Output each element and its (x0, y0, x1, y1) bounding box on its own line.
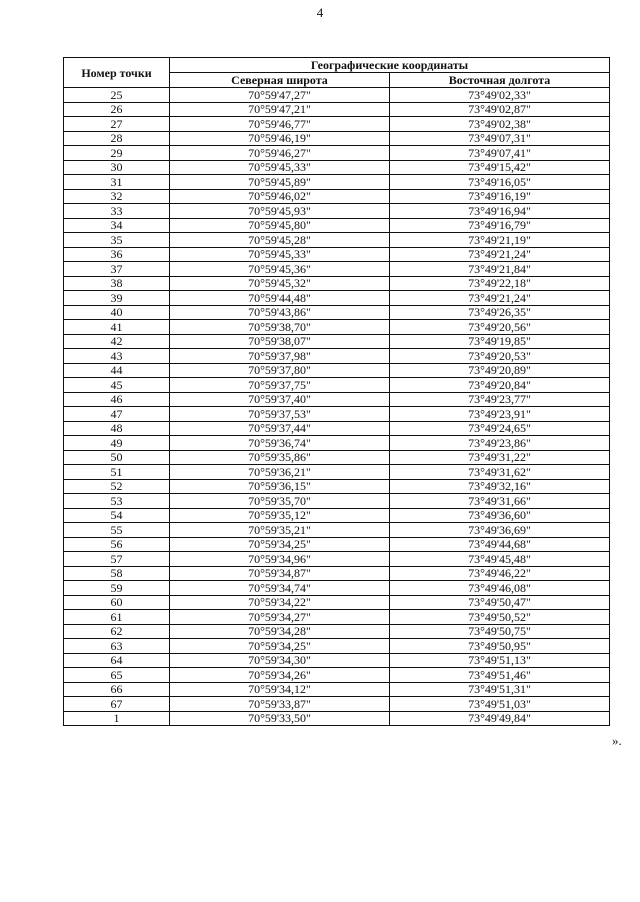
cell-point-number: 59 (64, 581, 170, 596)
cell-east-longitude: 73°49'46,22" (390, 566, 610, 581)
cell-east-longitude: 73°49'15,42" (390, 160, 610, 175)
table-row (64, 392, 610, 407)
cell-north-latitude: 70°59'46,77" (170, 117, 390, 132)
closing-quote-mark: ». (612, 733, 622, 748)
cell-north-latitude: 70°59'36,74" (170, 436, 390, 451)
cell-point-number: 42 (64, 334, 170, 349)
cell-north-latitude: 70°59'38,70" (170, 320, 390, 335)
cell-north-latitude: 70°59'37,44" (170, 421, 390, 436)
header-north-latitude: Северная широта (170, 73, 390, 88)
cell-point-number: 28 (64, 131, 170, 146)
table-row (64, 668, 610, 683)
cell-east-longitude: 73°49'31,22" (390, 450, 610, 465)
table-row (64, 378, 610, 393)
cell-east-longitude: 73°49'19,85" (390, 334, 610, 349)
table-row (64, 566, 610, 581)
cell-east-longitude: 73°49'21,24" (390, 247, 610, 262)
cell-point-number: 32 (64, 189, 170, 204)
cell-point-number: 56 (64, 537, 170, 552)
cell-north-latitude: 70°59'34,96" (170, 552, 390, 567)
cell-east-longitude: 73°49'51,03" (390, 697, 610, 712)
cell-north-latitude: 70°59'34,30" (170, 653, 390, 668)
cell-north-latitude: 70°59'36,21" (170, 465, 390, 480)
table-row (64, 131, 610, 146)
cell-north-latitude: 70°59'46,19" (170, 131, 390, 146)
cell-north-latitude: 70°59'37,80" (170, 363, 390, 378)
cell-point-number: 30 (64, 160, 170, 175)
table-row (64, 508, 610, 523)
cell-east-longitude: 73°49'32,16" (390, 479, 610, 494)
cell-east-longitude: 73°49'16,79" (390, 218, 610, 233)
cell-point-number: 58 (64, 566, 170, 581)
cell-east-longitude: 73°49'16,19" (390, 189, 610, 204)
cell-north-latitude: 70°59'46,02" (170, 189, 390, 204)
table-row (64, 436, 610, 451)
cell-north-latitude: 70°59'37,98" (170, 349, 390, 364)
table-row (64, 117, 610, 132)
cell-point-number: 46 (64, 392, 170, 407)
cell-point-number: 40 (64, 305, 170, 320)
table-row (64, 421, 610, 436)
header-point-number: Номер точки (64, 58, 170, 88)
header-geo-coords: Географические координаты (170, 58, 610, 73)
cell-point-number: 37 (64, 262, 170, 277)
cell-east-longitude: 73°49'07,41" (390, 146, 610, 161)
cell-point-number: 29 (64, 146, 170, 161)
cell-east-longitude: 73°49'23,77" (390, 392, 610, 407)
cell-east-longitude: 73°49'02,87" (390, 102, 610, 117)
cell-north-latitude: 70°59'34,25" (170, 537, 390, 552)
cell-point-number: 41 (64, 320, 170, 335)
cell-point-number: 51 (64, 465, 170, 480)
table-row (64, 624, 610, 639)
table-row (64, 247, 610, 262)
cell-north-latitude: 70°59'34,12" (170, 682, 390, 697)
cell-east-longitude: 73°49'21,19" (390, 233, 610, 248)
cell-north-latitude: 70°59'47,21" (170, 102, 390, 117)
table-row (64, 465, 610, 480)
cell-north-latitude: 70°59'37,53" (170, 407, 390, 422)
cell-point-number: 64 (64, 653, 170, 668)
cell-north-latitude: 70°59'47,27" (170, 88, 390, 103)
table-body (64, 88, 610, 726)
cell-east-longitude: 73°49'49,84" (390, 711, 610, 726)
cell-east-longitude: 73°49'20,89" (390, 363, 610, 378)
table-row (64, 218, 610, 233)
cell-north-latitude: 70°59'37,75" (170, 378, 390, 393)
cell-north-latitude: 70°59'36,15" (170, 479, 390, 494)
cell-point-number: 34 (64, 218, 170, 233)
cell-point-number: 47 (64, 407, 170, 422)
cell-north-latitude: 70°59'35,12" (170, 508, 390, 523)
table-row (64, 523, 610, 538)
cell-point-number: 1 (64, 711, 170, 726)
table-row (64, 711, 610, 726)
cell-east-longitude: 73°49'20,53" (390, 349, 610, 364)
cell-point-number: 55 (64, 523, 170, 538)
table-row (64, 610, 610, 625)
cell-point-number: 50 (64, 450, 170, 465)
table-row (64, 349, 610, 364)
table-row (64, 334, 610, 349)
table-row (64, 88, 610, 103)
cell-point-number: 33 (64, 204, 170, 219)
page-number: 4 (316, 5, 324, 20)
cell-east-longitude: 73°49'23,91" (390, 407, 610, 422)
cell-east-longitude: 73°49'50,75" (390, 624, 610, 639)
table-row (64, 291, 610, 306)
table-row (64, 160, 610, 175)
cell-east-longitude: 73°49'51,13" (390, 653, 610, 668)
cell-north-latitude: 70°59'46,27" (170, 146, 390, 161)
cell-east-longitude: 73°49'36,60" (390, 508, 610, 523)
cell-north-latitude: 70°59'45,36" (170, 262, 390, 277)
cell-east-longitude: 73°49'31,66" (390, 494, 610, 509)
cell-east-longitude: 73°49'31,62" (390, 465, 610, 480)
cell-point-number: 52 (64, 479, 170, 494)
cell-point-number: 61 (64, 610, 170, 625)
table-row (64, 363, 610, 378)
cell-east-longitude: 73°49'36,69" (390, 523, 610, 538)
cell-point-number: 45 (64, 378, 170, 393)
table-row (64, 595, 610, 610)
table-row (64, 189, 610, 204)
cell-north-latitude: 70°59'34,87" (170, 566, 390, 581)
cell-point-number: 67 (64, 697, 170, 712)
table-row (64, 407, 610, 422)
cell-north-latitude: 70°59'35,70" (170, 494, 390, 509)
cell-north-latitude: 70°59'45,93" (170, 204, 390, 219)
cell-point-number: 44 (64, 363, 170, 378)
cell-north-latitude: 70°59'35,86" (170, 450, 390, 465)
cell-point-number: 62 (64, 624, 170, 639)
cell-point-number: 36 (64, 247, 170, 262)
cell-north-latitude: 70°59'45,32" (170, 276, 390, 291)
cell-north-latitude: 70°59'33,87" (170, 697, 390, 712)
cell-point-number: 35 (64, 233, 170, 248)
cell-point-number: 66 (64, 682, 170, 697)
cell-east-longitude: 73°49'50,52" (390, 610, 610, 625)
cell-north-latitude: 70°59'33,50" (170, 711, 390, 726)
cell-east-longitude: 73°49'21,24" (390, 291, 610, 306)
cell-east-longitude: 73°49'24,65" (390, 421, 610, 436)
table-row (64, 450, 610, 465)
table-row (64, 639, 610, 654)
cell-point-number: 57 (64, 552, 170, 567)
cell-east-longitude: 73°49'45,48" (390, 552, 610, 567)
cell-east-longitude: 73°49'51,46" (390, 668, 610, 683)
table-row (64, 697, 610, 712)
cell-north-latitude: 70°59'35,21" (170, 523, 390, 538)
table-row (64, 102, 610, 117)
table-row (64, 233, 610, 248)
cell-north-latitude: 70°59'34,22" (170, 595, 390, 610)
cell-point-number: 25 (64, 88, 170, 103)
cell-point-number: 60 (64, 595, 170, 610)
table-row (64, 653, 610, 668)
cell-east-longitude: 73°49'26,35" (390, 305, 610, 320)
cell-north-latitude: 70°59'45,33" (170, 160, 390, 175)
cell-point-number: 63 (64, 639, 170, 654)
cell-point-number: 31 (64, 175, 170, 190)
cell-east-longitude: 73°49'50,47" (390, 595, 610, 610)
table-header (64, 58, 610, 88)
table-row (64, 581, 610, 596)
cell-east-longitude: 73°49'02,33" (390, 88, 610, 103)
table-row (64, 175, 610, 190)
cell-point-number: 43 (64, 349, 170, 364)
cell-point-number: 48 (64, 421, 170, 436)
table-row (64, 682, 610, 697)
table-row (64, 494, 610, 509)
cell-north-latitude: 70°59'45,80" (170, 218, 390, 233)
cell-point-number: 49 (64, 436, 170, 451)
cell-east-longitude: 73°49'21,84" (390, 262, 610, 277)
cell-east-longitude: 73°49'22,18" (390, 276, 610, 291)
cell-east-longitude: 73°49'51,31" (390, 682, 610, 697)
cell-point-number: 26 (64, 102, 170, 117)
cell-east-longitude: 73°49'23,86" (390, 436, 610, 451)
cell-point-number: 38 (64, 276, 170, 291)
table-row (64, 262, 610, 277)
table-row (64, 276, 610, 291)
cell-east-longitude: 73°49'50,95" (390, 639, 610, 654)
cell-east-longitude: 73°49'07,31" (390, 131, 610, 146)
cell-east-longitude: 73°49'20,56" (390, 320, 610, 335)
table-row (64, 320, 610, 335)
cell-north-latitude: 70°59'34,26" (170, 668, 390, 683)
cell-north-latitude: 70°59'37,40" (170, 392, 390, 407)
coordinates-table (63, 57, 610, 726)
cell-east-longitude: 73°49'02,38" (390, 117, 610, 132)
cell-point-number: 53 (64, 494, 170, 509)
cell-east-longitude: 73°49'44,68" (390, 537, 610, 552)
cell-north-latitude: 70°59'43,86" (170, 305, 390, 320)
cell-point-number: 54 (64, 508, 170, 523)
cell-point-number: 39 (64, 291, 170, 306)
table-row (64, 479, 610, 494)
cell-east-longitude: 73°49'16,94" (390, 204, 610, 219)
cell-point-number: 65 (64, 668, 170, 683)
cell-north-latitude: 70°59'45,33" (170, 247, 390, 262)
cell-east-longitude: 73°49'20,84" (390, 378, 610, 393)
cell-north-latitude: 70°59'38,07" (170, 334, 390, 349)
cell-north-latitude: 70°59'45,28" (170, 233, 390, 248)
table-row (64, 537, 610, 552)
cell-north-latitude: 70°59'34,27" (170, 610, 390, 625)
header-east-longitude: Восточная долгота (390, 73, 610, 88)
cell-north-latitude: 70°59'44,48" (170, 291, 390, 306)
cell-east-longitude: 73°49'16,05" (390, 175, 610, 190)
cell-east-longitude: 73°49'46,08" (390, 581, 610, 596)
table-row (64, 204, 610, 219)
table-row (64, 146, 610, 161)
table-row (64, 305, 610, 320)
table-row (64, 552, 610, 567)
cell-north-latitude: 70°59'34,74" (170, 581, 390, 596)
cell-north-latitude: 70°59'34,25" (170, 639, 390, 654)
cell-point-number: 27 (64, 117, 170, 132)
cell-north-latitude: 70°59'34,28" (170, 624, 390, 639)
cell-north-latitude: 70°59'45,89" (170, 175, 390, 190)
